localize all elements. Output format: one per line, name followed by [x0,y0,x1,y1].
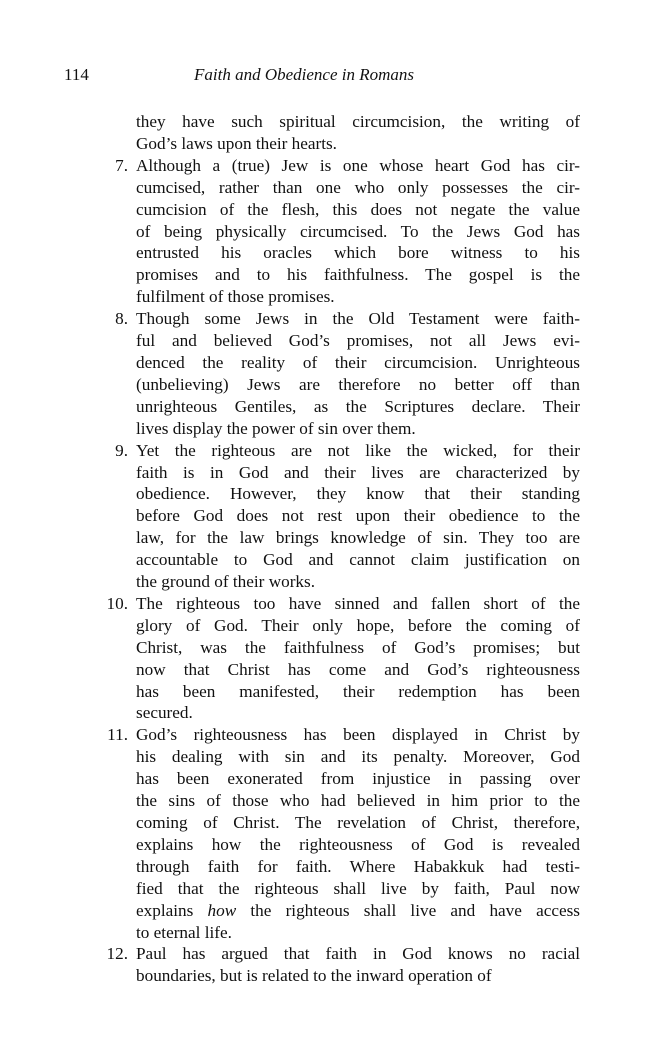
list-item [100,943,580,987]
item-text [136,155,580,308]
item-text [136,440,580,593]
text-line: unrighteous Gentiles, as the Scriptures declare. Their [136,396,580,416]
item-text [136,724,580,943]
text-line: coming of Christ. The revelation of Christ, therefore, [136,813,580,832]
numbered-list [100,155,580,987]
text-line: to eternal life. [136,922,232,942]
text-line: Though some Jews in the Old Testament were faith- [136,309,580,329]
list-item [100,440,580,593]
text-line: they have such spiritual circumcision, the writing of [136,112,580,131]
text-line: obedience. However, they know that their standing [136,484,580,504]
item-number: 12. [106,944,128,964]
page-header [64,62,584,88]
list-item [100,155,580,308]
text-line: God’s laws upon their hearts. [136,133,337,153]
text-line: The righteous too have sinned and fallen short of the [136,593,580,613]
text-line: faith is in God and their lives are characterized by [136,462,580,482]
item-number: 11. [107,725,128,745]
text-line: fulfilment of those promises. [136,287,335,307]
text-line: denced the reality of their circumcision. Unrighteous [136,352,580,372]
running-head: Faith and Obedience in Romans [194,65,415,84]
text-line: Yet the righteous are not like the wicked, for their [136,440,580,460]
text-line: (unbelieving) Jews are therefore no better off than [136,374,580,394]
item-text [136,308,580,439]
text-line: has been exonerated from injustice in passing over [136,769,580,789]
text-line: of being physically circumcised. To the Jews God has [136,221,580,241]
item-text [136,943,580,987]
text-line: the sins of those who had believed in him prior to the [136,791,580,811]
item-text [136,593,580,724]
text-line: now that Christ has come and God’s righteousness [136,659,580,679]
list-item [100,724,580,943]
text-line: before God does not rest upon their obedience to the [136,506,580,526]
text-line: fied that the righteous shall live by faith, Paul now [136,878,580,898]
text-line: cumcision of the flesh, this does not negate the value [136,199,580,219]
text-line: ful and believed God’s promises, not all Jews evi- [136,331,580,351]
item-number: 9. [115,440,128,460]
text-line: God’s righteousness has been displayed in Christ by [136,725,580,745]
item-number: 7. [115,155,128,175]
continuation-paragraph [136,111,580,155]
text-line: law, for the law brings knowledge of sin. They too are [136,528,580,548]
text-line: secured. [136,703,193,723]
text-line: his dealing with sin and its penalty. Moreover, God [136,747,580,767]
text-line: accountable to God and cannot claim justification on [136,550,580,570]
text-line: glory of God. Their only hope, before the coming of [136,615,580,635]
text-line: entrusted his oracles which bore witness to his [136,243,580,263]
page-number: 114 [64,65,89,84]
list-item [100,593,580,724]
text-line: Christ, was the faithfulness of God’s promises; but [136,637,580,657]
text-line: lives display the power of sin over them. [136,418,416,438]
text-line: the ground of their works. [136,572,316,592]
body-text [100,111,580,987]
text-line: Paul has argued that faith in God knows no racial [136,944,580,964]
text-line: cumcised, rather than one who only possesses the cir- [136,177,580,197]
item-number: 10. [106,593,128,613]
item-number: 8. [115,309,128,329]
text-line: Although a (true) Jew is one whose heart God has cir- [136,155,580,175]
text-line: boundaries, but is related to the inward operation of [136,966,492,986]
list-item [100,308,580,439]
text-line: explains how the righteous shall live and have access [136,900,580,920]
text-line: through faith for faith. Where Habakkuk had testi- [136,856,580,876]
text-line: promises and to his faithfulness. The gospel is the [136,265,580,285]
text-line: has been manifested, their redemption has been [136,681,580,701]
emphasis: how [207,900,237,920]
text-line: explains how the righteousness of God is revealed [136,834,580,854]
